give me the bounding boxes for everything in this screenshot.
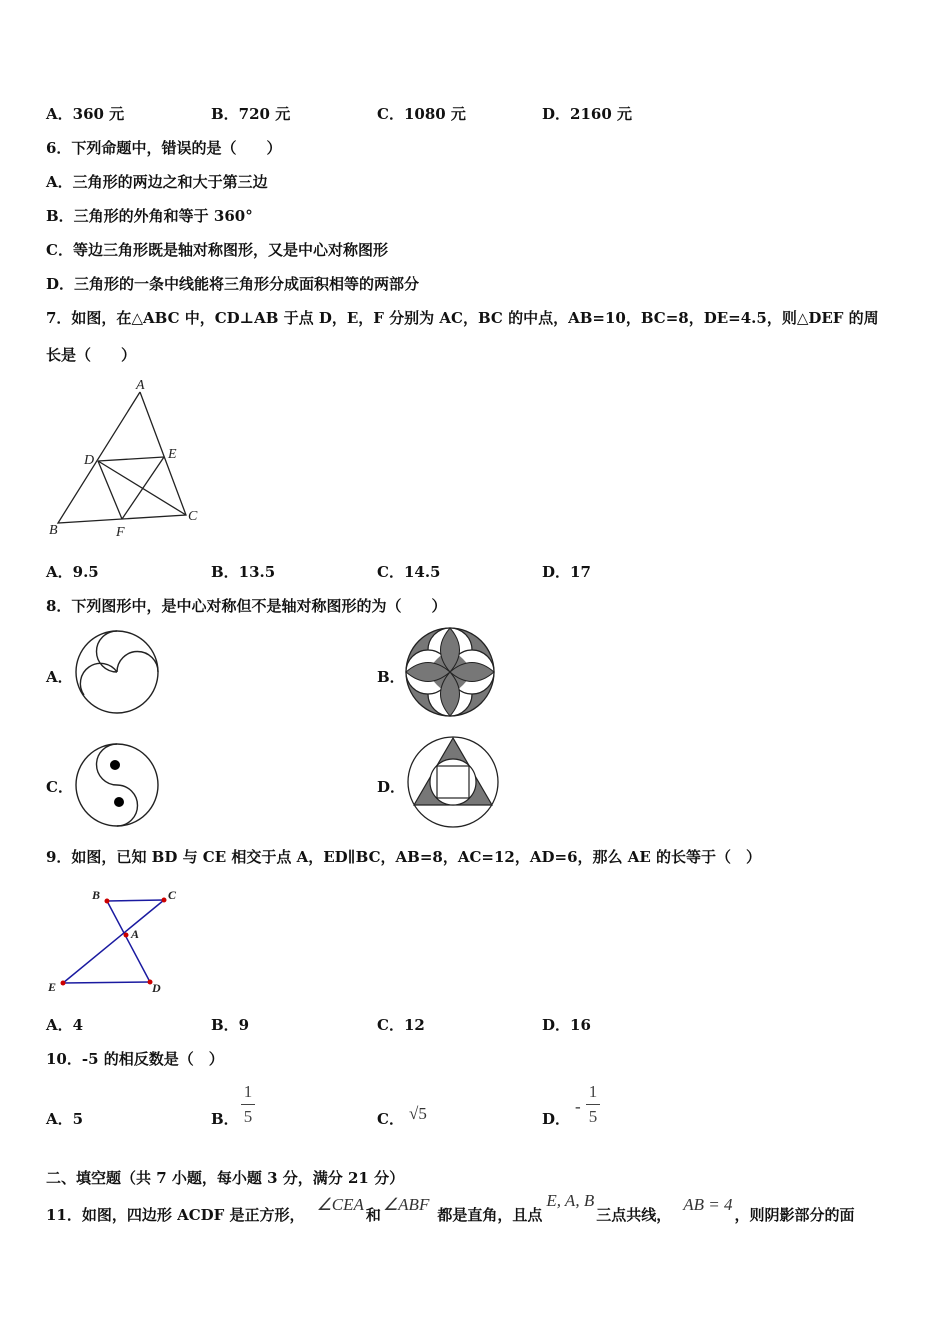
q11-ab-equals-4: AB = 4	[683, 1195, 733, 1214]
q9-stem: 9．如图，已知 BD 与 CE 相交于点 A，ED∥BC，AB=8，AC=12，AD=6，那么 AE 的长等于（ ）	[46, 848, 762, 866]
q9-label-c: C	[168, 888, 177, 902]
q6-option-a: A．三角形的两边之和大于第三边	[46, 173, 268, 191]
q8-figure-b-petals	[403, 626, 497, 718]
q11-part2: 和	[365, 1206, 381, 1224]
q10-option-d-numerator: 1	[588, 1082, 598, 1101]
q10-option-d-sign: -	[575, 1097, 581, 1116]
q9-option-d: D．16	[542, 1016, 591, 1034]
q6-option-b: B．三角形的外角和等于 360°	[46, 207, 253, 225]
q10-option-c-root: √5	[409, 1104, 427, 1123]
q7-label-c: C	[188, 509, 198, 524]
q8-stem: 8．下列图形中，是中心对称但不是轴对称图形的为（ ）	[46, 597, 447, 615]
q10-option-d-denominator: 5	[588, 1107, 598, 1126]
q7-option-a: A．9.5	[46, 563, 99, 581]
q7-label-e: E	[168, 447, 177, 462]
q11-angle-abf: ∠ABF	[382, 1195, 430, 1214]
q7-option-d: D．17	[542, 563, 591, 581]
q8-figure-c-yinyang	[72, 740, 162, 830]
q8-figure-d-triangle-square	[403, 734, 503, 830]
q10-option-b-denominator: 5	[243, 1107, 253, 1126]
q9-option-a: A．4	[46, 1016, 84, 1034]
q11-part1: 11．如图，四边形 ACDF 是正方形，	[46, 1206, 305, 1224]
q5-option-c: C．1080 元	[377, 105, 466, 123]
q6-option-d: D．三角形的一条中线能将三角形分成面积相等的两部分	[46, 275, 420, 293]
q5-option-a: A．360 元	[46, 105, 125, 123]
q10-option-d: D．	[542, 1110, 571, 1128]
q11-part5: ，则阴影部分的面	[734, 1206, 855, 1224]
q7-label-d: D	[84, 453, 95, 468]
q9-option-b: B．9	[211, 1016, 250, 1034]
q7-option-b: B．13.5	[211, 563, 276, 581]
q9-label-b: B	[92, 888, 101, 902]
q5-option-b: B．720 元	[211, 105, 291, 123]
q8-option-c-label: C．	[46, 778, 73, 796]
q7-stem-line1: 7．如图，在△ABC 中，CD⊥AB 于点 D，E，F 分别为 AC，BC 的中点，AB=10，BC=8，DE=4.5，则△DEF 的周	[46, 309, 879, 327]
q10-stem: 10．-5 的相反数是（ ）	[46, 1050, 224, 1068]
q6-stem: 6．下列命题中，错误的是（ ）	[46, 139, 282, 157]
q11-part4: 三点共线，	[596, 1206, 672, 1224]
q11-angle-cea: ∠CEA	[316, 1195, 364, 1214]
q6-option-c: C．等边三角形既是轴对称图形，又是中心对称图形	[46, 241, 388, 259]
q11-points-eab: E, A, B	[546, 1191, 595, 1210]
q11-stem	[46, 1191, 855, 1225]
q9-option-c: C．12	[377, 1016, 425, 1034]
q10-option-b-fraction	[241, 1082, 255, 1127]
q7-label-b: B	[49, 523, 58, 538]
q7-stem-line2: 长是（ ）	[46, 346, 137, 364]
q10-option-b: B．	[211, 1110, 239, 1128]
q10-option-a: A．5	[46, 1110, 84, 1128]
q7-option-c: C．14.5	[377, 563, 441, 581]
q10-option-c: C．	[377, 1110, 404, 1128]
q9-label-e: E	[48, 980, 57, 994]
q7-triangle-figure	[40, 380, 210, 545]
q9-crossing-segments-figure	[42, 884, 192, 999]
q8-option-a-label: A．	[46, 668, 73, 686]
q7-label-f: F	[116, 525, 125, 540]
q10-option-d-fraction	[586, 1082, 600, 1127]
q10-option-b-numerator: 1	[243, 1082, 253, 1101]
q8-figure-a-swirl	[72, 627, 162, 717]
q11-part3: 都是直角，且点	[437, 1206, 543, 1224]
q5-option-d: D．2160 元	[542, 105, 632, 123]
section-2-heading: 二、填空题（共 7 小题，每小题 3 分，满分 21 分）	[46, 1169, 405, 1187]
q8-option-b-label: B．	[377, 668, 405, 686]
q7-label-a: A	[136, 378, 145, 393]
q8-option-d-label: D．	[377, 778, 406, 796]
q9-label-d: D	[152, 981, 161, 995]
q9-label-a: A	[131, 927, 140, 941]
